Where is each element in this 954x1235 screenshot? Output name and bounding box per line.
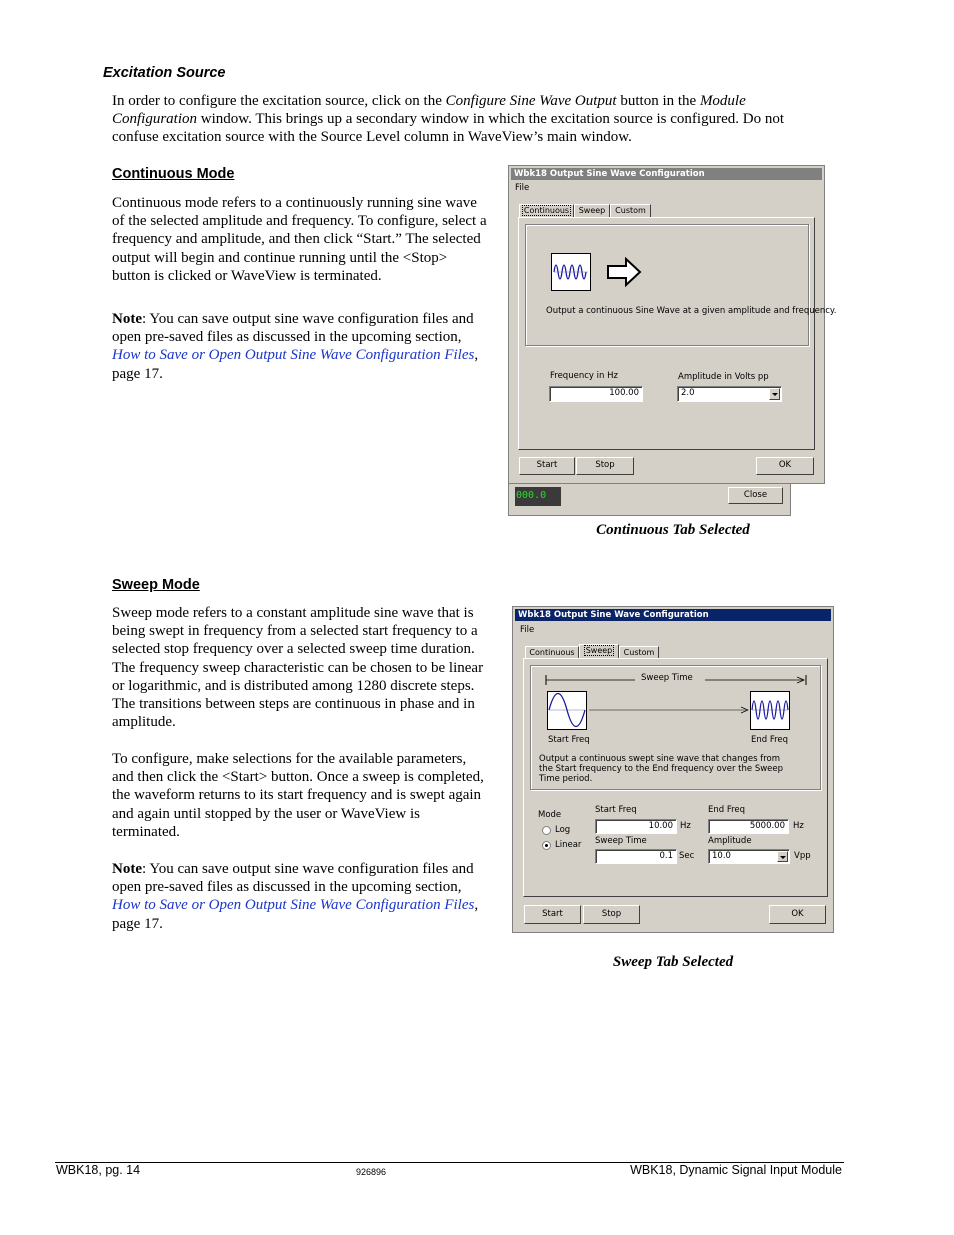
- sweep-note: Note: You can save output sine wave configuration files and open pre-saved files as discussed in the upcoming section, How to Save or Open Output Sine Wave Configuration Files, page 17.: [112, 861, 479, 932]
- end-freq-unit: Hz: [793, 821, 804, 831]
- sweep-mode-heading: Sweep Mode: [112, 577, 200, 593]
- continuous-description: Output a continuous Sine Wave at a given amplitude and frequency.: [546, 306, 837, 316]
- sweep-note-link[interactable]: How to Save or Open Output Sine Wave Configuration Files: [112, 897, 475, 914]
- start-button[interactable]: Start: [524, 905, 581, 924]
- stop-button[interactable]: Stop: [583, 905, 640, 924]
- sweep-time-unit: Sec: [679, 851, 695, 861]
- sweep-time-label: Sweep Time: [595, 836, 647, 846]
- end-freq-caption: End Freq: [751, 735, 789, 745]
- sweep-time-input[interactable]: 0.1: [595, 849, 677, 864]
- continuous-mode-heading: Continuous Mode: [112, 166, 235, 182]
- ok-button[interactable]: OK: [756, 457, 814, 475]
- footer-module-title: WBK18, Dynamic Signal Input Module: [630, 1163, 842, 1177]
- continuous-body: Continuous mode refers to a continuously running sine wave of the selected amplitude and frequency. To configure, select a frequency and amplitude, and then click “Start.” The selected output will begin and continue running until the <Stop> button is clicked or WaveView is terminated.: [112, 195, 487, 284]
- end-freq-label: End Freq: [708, 805, 746, 815]
- menu-file[interactable]: File: [520, 625, 535, 635]
- continuous-dialog: [508, 165, 837, 484]
- dialog-title: Wbk18 Output Sine Wave Configuration: [515, 609, 831, 621]
- tab-panel: [523, 658, 828, 897]
- tab-sweep[interactable]: Sweep: [574, 204, 610, 217]
- mode-linear-label: Linear: [555, 840, 582, 850]
- amplitude-unit: Vpp: [794, 851, 811, 861]
- start-freq-unit: Hz: [680, 821, 691, 831]
- amplitude-label: Amplitude in Volts pp: [678, 372, 769, 382]
- section-heading: Excitation Source: [103, 65, 226, 81]
- dialog-title: Wbk18 Output Sine Wave Configuration: [511, 168, 822, 180]
- frequency-sweep-arrow: [589, 706, 749, 717]
- mode-log-radio[interactable]: [542, 826, 551, 835]
- start-freq-input[interactable]: 10.00: [595, 819, 677, 834]
- continuous-note: Note: You can save output sine wave configuration files and open pre-saved files as discussed in the upcoming section, How to Save or Open Output Sine Wave Configuration Files, page 17.: [112, 311, 479, 382]
- tab-continuous[interactable]: Continuous: [525, 646, 579, 659]
- mode-linear-radio[interactable]: [542, 841, 551, 850]
- amplitude-select[interactable]: 2.0: [677, 386, 782, 402]
- info-group: [525, 224, 837, 346]
- tab-custom[interactable]: Custom: [619, 646, 659, 659]
- sweep-body-2: To configure, make selections for the available parameters, and then click the <Start> button. Once a sweep is completed, the waveform returns to its start frequency and is swept again and again until stopped by the user or WaveView is terminated.: [112, 751, 484, 840]
- chevron-down-icon[interactable]: [777, 851, 788, 862]
- end-freq-input[interactable]: 5000.00: [708, 819, 789, 834]
- frequency-label: Frequency in Hz: [550, 371, 618, 381]
- info-group: [530, 665, 821, 790]
- tab-custom[interactable]: Custom: [610, 204, 651, 217]
- stop-button[interactable]: Stop: [576, 457, 634, 475]
- menu-file[interactable]: File: [515, 183, 530, 193]
- sine-wave-icon: [551, 253, 591, 291]
- fast-sine-icon: [750, 691, 790, 730]
- continuous-note-link[interactable]: How to Save or Open Output Sine Wave Configuration Files: [112, 347, 475, 364]
- continuous-caption: Continuous Tab Selected: [596, 522, 750, 538]
- right-arrow-icon: [606, 257, 642, 290]
- sweep-caption: Sweep Tab Selected: [612, 954, 734, 970]
- mode-log-label: Log: [555, 825, 571, 835]
- sweep-description: Output a continuous swept sine wave that changes from the Start frequency to the End frequency over the Sweep Time period.: [539, 754, 784, 784]
- start-freq-caption: Start Freq: [548, 735, 590, 745]
- tab-sweep[interactable]: Sweep: [579, 644, 619, 659]
- frequency-input[interactable]: 100.00: [549, 386, 643, 402]
- ok-button[interactable]: OK: [769, 905, 826, 924]
- tab-panel: [518, 217, 837, 450]
- footer-doc-number: 926896: [356, 1167, 387, 1177]
- tab-continuous[interactable]: Continuous: [519, 204, 574, 217]
- amplitude-select[interactable]: 10.0: [708, 849, 790, 864]
- start-freq-label: Start Freq: [595, 805, 637, 815]
- amplitude-label: Amplitude: [708, 836, 752, 846]
- start-button[interactable]: Start: [519, 457, 575, 475]
- slow-sine-icon: [547, 691, 587, 730]
- footer-page-label: WBK18, pg. 14: [56, 1163, 141, 1177]
- sweep-body-1: Sweep mode refers to a constant amplitude sine wave that is being swept in frequency from a selected start frequency to a selected stop frequency over a selected sweep time duration. The frequency sweep characteristic can be chosen to be linear or logarithmic, and is distributed among 1280 discrete steps. The transitions between steps are continuous in phase and in amplitude.: [112, 605, 484, 731]
- intro-paragraph: In order to configure the excitation source, click on the Configure Sine Wave Output button in the Module Configuration window. This brings up a secondary window in which the excitation source is configured. Do not confuse excitation source with the Source Level column in WaveView’s main window.: [112, 93, 784, 146]
- sweep-time-caption: Sweep Time: [641, 673, 693, 683]
- chevron-down-icon[interactable]: [769, 388, 780, 400]
- green-meter-icon: 000.0: [515, 487, 561, 506]
- mode-label: Mode: [538, 810, 562, 820]
- sweep-dialog: [512, 606, 834, 933]
- close-button[interactable]: Close: [728, 487, 783, 504]
